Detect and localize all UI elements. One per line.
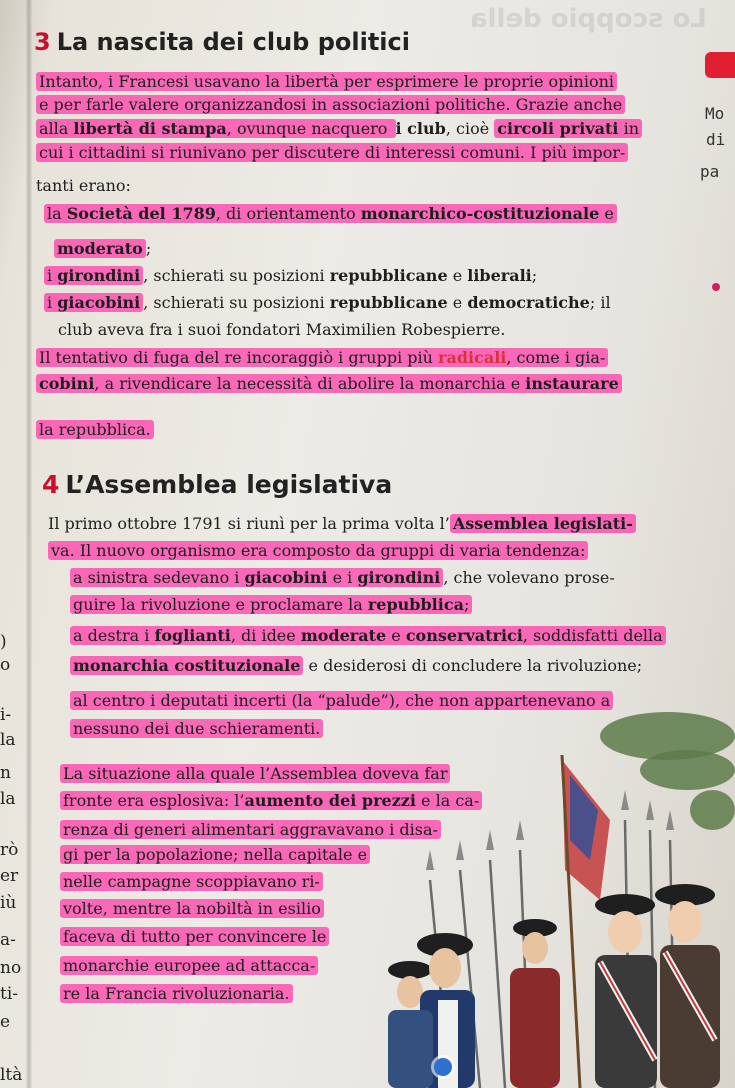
margin-left-fragment: ltà xyxy=(0,1065,23,1085)
text-line: re la Francia rivoluzionaria. xyxy=(60,984,293,1004)
margin-left-fragment: ti- xyxy=(0,984,19,1004)
text-line: e per farle valere organizzandosi in associazioni politiche. Grazie anche xyxy=(36,95,625,115)
margin-right-fragment: Mo xyxy=(705,104,725,123)
list-item: i giacobini , schierati su posizioni repubblicane e democratiche; il xyxy=(44,293,611,313)
text-line: tanti erano: xyxy=(36,176,131,195)
margin-right-fragment: di xyxy=(706,130,726,149)
red-tab-marker xyxy=(705,52,735,78)
text-line: va. Il nuovo organismo era composto da gruppi di varia tendenza: xyxy=(48,541,588,561)
margin-left-fragment: a- xyxy=(0,930,16,950)
margin-left-fragment: iù xyxy=(0,893,17,913)
margin-left-fragment: er xyxy=(0,866,19,886)
section-heading-3 xyxy=(34,28,410,56)
margin-left-fragment: no xyxy=(0,958,22,978)
text-line: cui i cittadini si riunivano per discutere di interessi comuni. I più impor- xyxy=(36,143,628,163)
text-line: nelle campagne scoppiavano ri- xyxy=(60,872,323,892)
list-item-cont: club aveva fra i suoi fondatori Maximilien Robespierre. xyxy=(58,320,506,339)
margin-left-fragment: rò xyxy=(0,840,19,860)
margin-right-fragment: pa xyxy=(700,162,720,181)
list-item: al centro i deputati incerti (la “palude”), che non appartenevano a xyxy=(70,691,613,711)
list-item-cont: moderato ; xyxy=(54,239,151,259)
margin-dot xyxy=(712,283,720,291)
margin-left-fragment: la xyxy=(0,730,16,750)
revolution-crowd-illustration xyxy=(370,700,735,1088)
margin-left-fragment: n xyxy=(0,763,11,783)
text-line: gi per la popolazione; nella capitale e xyxy=(60,845,370,865)
section-heading-4 xyxy=(42,470,392,499)
selection-handle[interactable] xyxy=(434,1058,452,1076)
page-fold xyxy=(26,0,32,1088)
text-line: volte, mentre la nobiltà in esilio xyxy=(60,899,324,919)
text-line: monarchie europee ad attacca- xyxy=(60,956,318,976)
list-item: i girondini , schierati su posizioni repubblicane e liberali; xyxy=(44,266,537,286)
text-line: Il primo ottobre 1791 si riunì per la prima volta l’ Assemblea legislati- xyxy=(48,514,636,534)
section-title: L’Assemblea legislativa xyxy=(65,470,393,499)
margin-left-fragment: ) xyxy=(0,632,7,652)
margin-left-fragment: i- xyxy=(0,705,12,725)
list-item-cont: guire la rivoluzione e proclamare la repubblica; xyxy=(70,595,472,615)
list-item: la Società del 1789, di orientamento monarchico-costituzionale e xyxy=(44,204,617,224)
text-line: Intanto, i Francesi usavano la libertà per esprimere le proprie opinioni xyxy=(36,72,617,92)
margin-left-fragment: e xyxy=(0,1012,11,1032)
text-line: renza di generi alimentari aggravavano i disa- xyxy=(60,820,441,840)
text-line: Il tentativo di fuga del re incoraggiò i gruppi più radicali, come i gia- xyxy=(36,348,608,368)
section-number: 3 xyxy=(34,28,51,56)
text-line: alla libertà di stampa, ovunque nacquero i club, cioè circoli privati in xyxy=(36,119,642,139)
margin-left-fragment: o xyxy=(0,655,11,675)
text-line: La situazione alla quale l’Assemblea doveva far xyxy=(60,764,450,784)
margin-left-fragment: la xyxy=(0,789,16,809)
text-line: faceva di tutto per convincere le xyxy=(60,927,329,947)
section-number: 4 xyxy=(42,470,60,499)
list-item-cont: monarchia costituzionale e desiderosi di concludere la rivoluzione; xyxy=(70,656,642,676)
list-item: a destra i foglianti, di idee moderate e conservatrici, soddisfatti della xyxy=(70,626,666,646)
text-line: la repubblica. xyxy=(36,420,154,440)
text-line: cobini, a rivendicare la necessità di abolire la monarchia e instaurare xyxy=(36,374,622,394)
bleed-through-text: Lo scoppio della xyxy=(470,4,707,34)
text-line: fronte era esplosiva: l’aumento dei prezzi e la ca- xyxy=(60,791,482,811)
list-item: a sinistra sedevano i giacobini e i girondini , che volevano prose- xyxy=(70,568,615,588)
section-title: La nascita dei club politici xyxy=(56,28,410,56)
list-item-cont: nessuno dei due schieramenti. xyxy=(70,719,323,739)
